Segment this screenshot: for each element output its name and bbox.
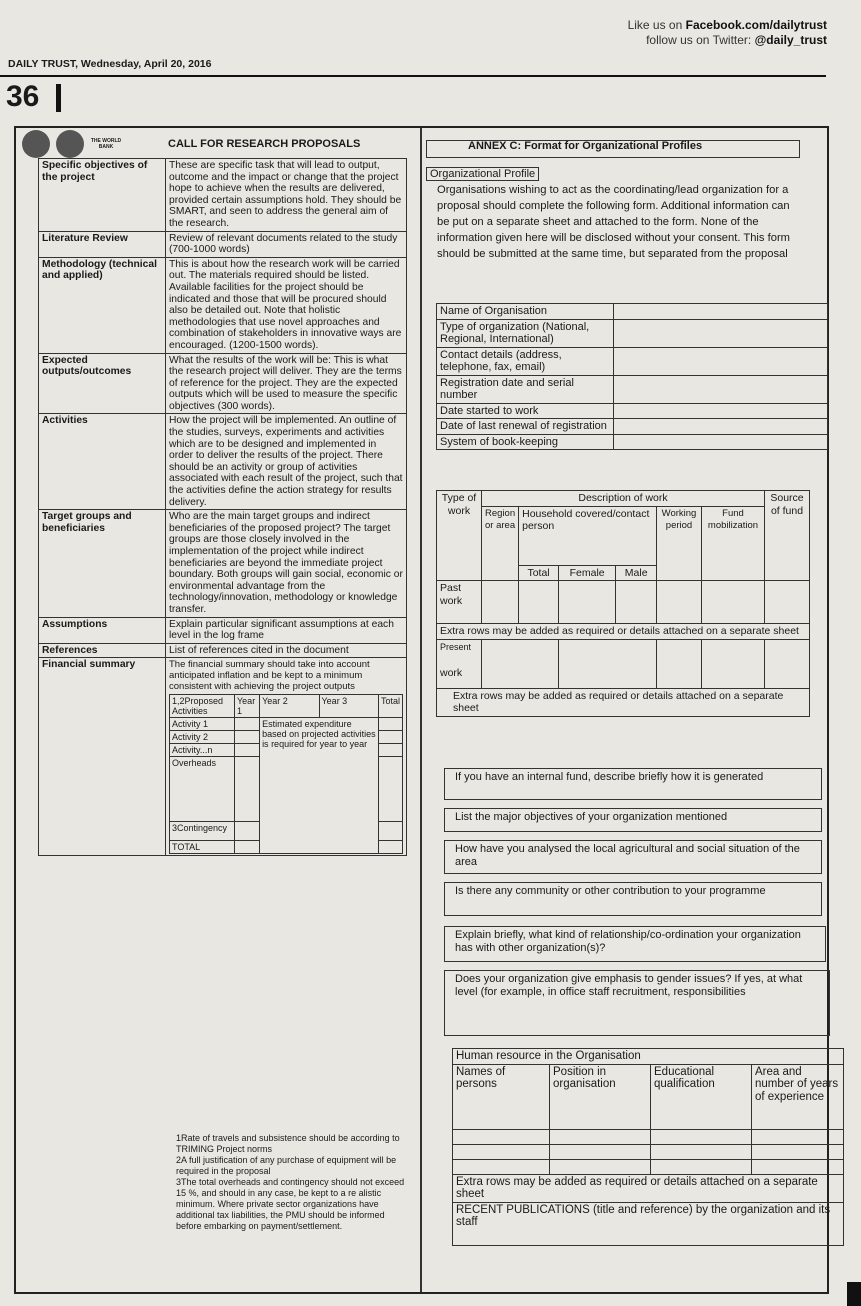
fin-header: Year 2 [260, 695, 319, 718]
present-label: Present [440, 641, 472, 652]
fin-cell [235, 822, 260, 841]
cell[interactable] [482, 639, 559, 688]
section-value: These are specific task that will lead to output, outcome and the impact or change that the project hope to achieve when the results are delivered, provided certain assumptions hold. They should be SMART, and seen to address the general aim of the research. [166, 159, 407, 232]
page-edge-mark [847, 1282, 861, 1306]
masthead-rule [0, 75, 826, 77]
profile-field-label: Date of last renewal of registration [437, 419, 614, 435]
cell[interactable] [657, 639, 702, 688]
fin-cell [378, 822, 402, 841]
table-row [453, 1202, 844, 1245]
working-period-header: Working period [657, 506, 702, 581]
cell[interactable] [558, 581, 615, 624]
profile-field-value[interactable] [614, 304, 828, 320]
cell[interactable] [651, 1159, 752, 1174]
financial-summary-row [39, 658, 407, 856]
cell[interactable] [765, 639, 810, 688]
female-header: Female [558, 565, 615, 581]
fin-total: TOTAL [170, 841, 235, 854]
facebook-prefix: Like us on [627, 18, 683, 32]
table-row [453, 1174, 844, 1202]
fin-cell [378, 757, 402, 822]
cell[interactable] [519, 581, 559, 624]
fin-cell [235, 718, 260, 731]
section-key: Expected outputs/outcomes [39, 353, 166, 414]
question-box[interactable]: Does your organization give emphasis to gender issues? If yes, at what level (for example, in office staff recruitment, responsibilities [444, 970, 830, 1036]
table-row [453, 1159, 844, 1174]
fin-cell [235, 744, 260, 757]
table-row [437, 688, 810, 716]
fin-cell [378, 744, 402, 757]
fin-cell [378, 731, 402, 744]
cell[interactable] [651, 1129, 752, 1144]
table-row [39, 353, 407, 414]
table-row [437, 304, 828, 320]
profile-field-label: System of book-keeping [437, 434, 614, 450]
question-box[interactable]: If you have an internal fund, describe briefly how it is generated [444, 768, 822, 800]
page-number: 36 [6, 80, 40, 113]
cell[interactable] [558, 639, 656, 688]
present-work [437, 639, 482, 688]
footnotes [176, 1133, 408, 1232]
section-value: What the results of the work will be: This is what the research project will deliver. They are the terms of reference for the project. They are the expected outputs which will be used to measure the specific objectives (300 words). [166, 353, 407, 414]
fin-cell [378, 718, 402, 731]
hr-header: Educational qualification [651, 1064, 752, 1129]
fin-contingency: 3Contingency [170, 822, 235, 841]
extra-rows-note: Extra rows may be added as required or details attached on a separate sheet [437, 624, 810, 640]
profile-field-label: Contact details (address, telephone, fax, email) [437, 347, 614, 375]
newspaper-dateline: DAILY TRUST, Wednesday, April 20, 2016 [8, 58, 212, 70]
section-key: Target groups and beneficiaries [39, 510, 166, 617]
section-key: Activities [39, 414, 166, 510]
work-label: work [440, 667, 463, 679]
footnote: 3The total overheads and contingency should not exceed 15 %, and should in any case, be kept to a re alistic minimum. Where private sector organizations have additional tax liabilities, the PMU should be informed before embarking on payment/settlement. [176, 1177, 405, 1231]
table-row [437, 347, 828, 375]
table-row [170, 695, 403, 718]
facebook-link: Facebook.com/dailytrust [685, 18, 827, 32]
section-key: Assumptions [39, 617, 166, 643]
section-key: Literature Review [39, 231, 166, 257]
cell[interactable] [752, 1144, 844, 1159]
profile-field-value[interactable] [614, 375, 828, 403]
profile-field-value[interactable] [614, 319, 828, 347]
fund-mobilization-header: Fund mobilization [702, 506, 765, 581]
profile-fields-table [436, 303, 828, 450]
left-title: CALL FOR RESEARCH PROPOSALS [168, 138, 361, 150]
table-row [39, 510, 407, 617]
section-value: Review of relevant documents related to the study (700-1000 words) [166, 231, 407, 257]
table-row [437, 639, 810, 688]
fin-cell [378, 841, 402, 854]
table-row [437, 403, 828, 419]
fin-cell [235, 757, 260, 822]
sponsor-logos [22, 130, 122, 158]
fin-activity: Activity...n [170, 744, 235, 757]
profile-subtitle: Organizational Profile [426, 167, 539, 181]
fin-header: Year 1 [235, 695, 260, 718]
world-bank-logo: THE WORLD BANK [90, 138, 122, 150]
cell[interactable] [657, 581, 702, 624]
section-value: Explain particular significant assumptions at each level in the log frame [166, 617, 407, 643]
annex-title: ANNEX C: Format for Organizational Profiles [468, 140, 703, 152]
region-header: Region or area [482, 506, 519, 581]
financial-table [169, 694, 403, 854]
cell[interactable] [453, 1129, 550, 1144]
cell[interactable] [752, 1129, 844, 1144]
table-row [437, 319, 828, 347]
hr-header: Area and number of years of experience [752, 1064, 844, 1129]
table-row [437, 375, 828, 403]
profile-field-label: Date started to work [437, 403, 614, 419]
fin-activity: Activity 1 [170, 718, 235, 731]
fin-header: Total [378, 695, 402, 718]
cell[interactable] [651, 1144, 752, 1159]
question-box[interactable]: How have you analysed the local agricultural and social situation of the area [444, 840, 822, 874]
source-of-fund: Source of fund [765, 491, 810, 581]
financial-summary-cell [166, 658, 407, 856]
description-header: Description of work [482, 491, 765, 507]
coat-of-arms-icon [22, 130, 50, 158]
table-row [39, 159, 407, 232]
question-box[interactable]: Explain briefly, what kind of relationship/co-ordination your organization has with other organization(s)? [444, 926, 826, 962]
fin-activity: Overheads [170, 757, 235, 822]
section-value: How the project will be implemented. An outline of the studies, surveys, experiments and activities which are to be designed and implemented in order to deliver the results of the project. There should be an activity or group of activities associated with each result of the project, such that the activities define the action strategy for results delivery. [166, 414, 407, 510]
profile-field-value[interactable] [614, 347, 828, 375]
table-row [39, 231, 407, 257]
table-row [453, 1129, 844, 1144]
section-value: Who are the main target groups and indirect beneficiaries of the proposed project? The target groups are those closely involved in the implementation of the project while indirect beneficiaries are beyond the immediate project boundary. Both groups will gain social, economic or environmental advantage from the technology/innovation, methodology or knowledge transfer. [166, 510, 407, 617]
twitter-prefix: follow us on Twitter: [646, 33, 752, 47]
profile-field-value[interactable] [614, 434, 828, 450]
question-box[interactable]: List the major objectives of your organization mentioned [444, 808, 822, 832]
profile-intro: Organisations wishing to act as the coordinating/lead organization for a proposal should complete the following form. Additional information can be put on a separate sheet and attached to the form. None of the information given here will be disclosed without your consent. This form should be submitted at the same time, but separated from the proposal [437, 184, 790, 260]
table-row [453, 1064, 844, 1129]
extra-rows-note: Extra rows may be added as required or details attached on a separate sheet [437, 688, 810, 716]
column-divider [420, 128, 422, 1292]
fin-estimate-note: Estimated expenditure based on projected activities is required for year to year [260, 718, 379, 854]
table-row [39, 414, 407, 510]
table-row [437, 419, 828, 435]
human-resource-table [452, 1048, 844, 1246]
table-row [453, 1049, 844, 1065]
profile-field-value[interactable] [614, 403, 828, 419]
section-key: Financial summary [39, 658, 166, 856]
table-row [437, 491, 810, 507]
social-links [628, 18, 827, 48]
page-number-bar [56, 84, 61, 112]
question-box[interactable]: Is there any community or other contribution to your programme [444, 882, 822, 916]
cell[interactable] [482, 581, 519, 624]
section-key: Specific objectives of the project [39, 159, 166, 232]
recent-publications: RECENT PUBLICATIONS (title and reference) by the organization and its staff [453, 1202, 844, 1245]
profile-field-label: Registration date and serial number [437, 375, 614, 403]
section-key: References [39, 643, 166, 658]
cell[interactable] [550, 1144, 651, 1159]
table-row [437, 506, 810, 565]
profile-field-label: Type of organization (National, Regional, International) [437, 319, 614, 347]
cell[interactable] [752, 1159, 844, 1174]
table-row [437, 434, 828, 450]
fin-header: Year 3 [319, 695, 378, 718]
hr-title: Human resource in the Organisation [453, 1049, 844, 1065]
total-header: Total [519, 565, 559, 581]
household-header: Household covered/contact person [519, 506, 657, 565]
male-header: Male [616, 565, 657, 581]
table-row [39, 617, 407, 643]
hr-header: Position in organisation [550, 1064, 651, 1129]
work-description-table [436, 490, 810, 717]
fin-cell [235, 841, 260, 854]
cell[interactable] [765, 581, 810, 624]
cell[interactable] [616, 581, 657, 624]
cell[interactable] [702, 639, 765, 688]
cell[interactable] [550, 1129, 651, 1144]
financial-intro: The financial summary should take into account anticipated inflation and be kept to a minimum consistent with achieving the project outputs [169, 659, 370, 693]
fin-header: 1,2Proposed Activities [170, 695, 235, 718]
fin-cell [235, 731, 260, 744]
twitter-handle: @daily_trust [754, 33, 827, 47]
table-row [39, 257, 407, 353]
footnote: 2A full justification of any purchase of equipment will be required in the proposal [176, 1155, 397, 1176]
cell[interactable] [702, 581, 765, 624]
table-row [437, 581, 810, 624]
past-work: Past work [437, 581, 482, 624]
cell[interactable] [453, 1159, 550, 1174]
proposal-sections-table [38, 158, 407, 856]
profile-field-label: Name of Organisation [437, 304, 614, 320]
hr-header: Names of persons [453, 1064, 550, 1129]
fin-activity: Activity 2 [170, 731, 235, 744]
footnote: 1Rate of travels and subsistence should be according to TRIMING Project norms [176, 1133, 400, 1154]
profile-field-value[interactable] [614, 419, 828, 435]
agency-seal-icon [56, 130, 84, 158]
cell[interactable] [550, 1159, 651, 1174]
table-row [170, 718, 403, 731]
section-value: This is about how the research work will be carried out. The materials required should be listed. Available facilities for the project should be indicated and those that will be procured should also be detailed out. Note that holistic methodologies that use novel approaches and combination of stakeholders in innovative ways are encouraged. (1200-1500 words). [166, 257, 407, 353]
table-row [39, 643, 407, 658]
section-key: Methodology (technical and applied) [39, 257, 166, 353]
extra-rows-note: Extra rows may be added as required or details attached on a separate sheet [453, 1174, 844, 1202]
section-value: List of references cited in the document [166, 643, 407, 658]
table-row [437, 624, 810, 640]
table-row [453, 1144, 844, 1159]
type-of-work: Type of work [437, 491, 482, 581]
cell[interactable] [453, 1144, 550, 1159]
